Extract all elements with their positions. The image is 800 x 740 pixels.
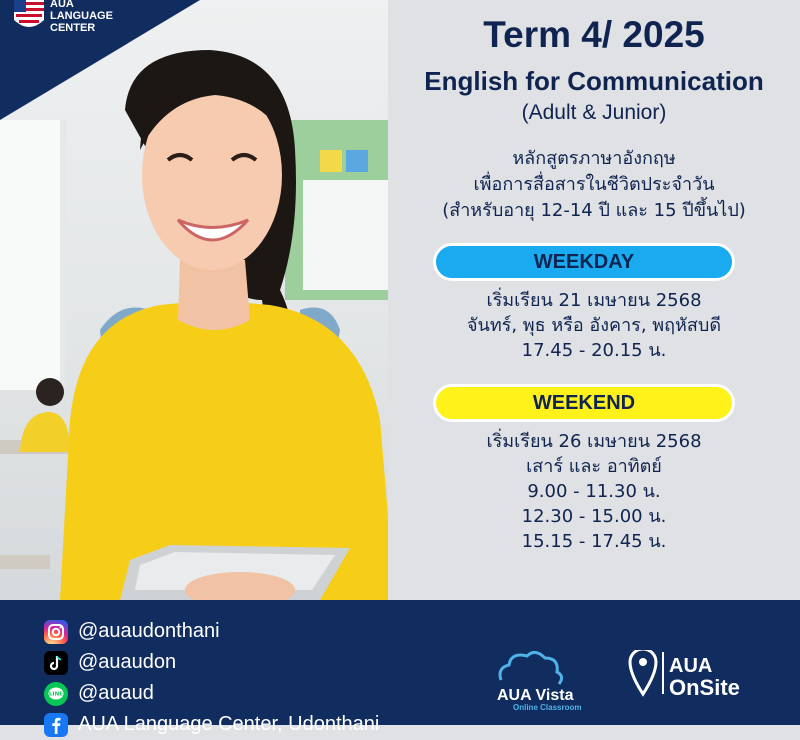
social-link-instagram[interactable] — [44, 616, 379, 647]
cloud-icon — [500, 652, 562, 684]
brand-logos — [495, 650, 775, 715]
social-link-tiktok[interactable] — [44, 647, 379, 678]
tiktok-handle: @auaudon — [78, 651, 177, 673]
tiktok-icon — [44, 651, 68, 675]
social-links — [44, 616, 379, 740]
logo-line-2: LANGUAGE — [50, 10, 113, 22]
thai-intro-line: หลักสูตรภาษาอังกฤษ — [512, 148, 676, 169]
course-name: English for Communication — [424, 66, 764, 96]
svg-text:LINE: LINE — [49, 691, 63, 697]
logo-line-3: CENTER — [50, 22, 96, 34]
thai-intro-line: เพื่อการสื่อสารในชีวิตประจำวัน — [473, 174, 715, 195]
schedule-line: 9.00 - 11.30 น. — [527, 481, 661, 502]
thai-intro — [388, 146, 800, 224]
schedule-line: เสาร์ และ อาทิตย์ — [526, 456, 662, 477]
aua-onsite-logo — [630, 650, 740, 700]
line-handle: @auaud — [78, 682, 154, 704]
page-title: Term 4/ 2025 — [483, 14, 705, 55]
weekday-badge: WEEKDAY — [433, 243, 735, 281]
flag-shield-icon — [14, 0, 44, 32]
schedule-line: เริ่มเรียน 26 เมษายน 2568 — [486, 431, 702, 452]
info-panel — [388, 0, 800, 600]
social-link-line[interactable] — [44, 678, 379, 709]
schedule-line: 15.15 - 17.45 น. — [521, 531, 667, 552]
line-icon — [44, 682, 68, 706]
onsite-line-1: AUA — [669, 655, 713, 677]
vista-name: AUA Vista — [497, 687, 574, 704]
weekend-badge: WEEKEND — [433, 384, 735, 422]
schedule-line: จันทร์, พุธ หรือ อังคาร, พฤหัสบดี — [466, 315, 722, 336]
vista-subtitle: Online Classroom — [513, 703, 582, 712]
audience-label: (Adult & Junior) — [521, 101, 667, 124]
instagram-icon — [44, 620, 68, 644]
schedule-line: 12.30 - 15.00 น. — [521, 506, 667, 527]
instagram-handle: @auaudonthani — [78, 620, 220, 642]
facebook-handle: AUA Language Center, Udonthani — [78, 713, 380, 735]
aua-vista-logo — [497, 652, 581, 712]
logo-line-1: AUA — [50, 0, 74, 10]
onsite-line-2: OnSite — [669, 675, 740, 700]
weekend-schedule — [388, 429, 800, 554]
thai-intro-line: (สำหรับอายุ 12-14 ปี และ 15 ปีขึ้นไป) — [442, 200, 746, 221]
aua-logo — [14, 0, 113, 34]
footer — [0, 600, 800, 735]
schedule-line: เริ่มเรียน 21 เมษายน 2568 — [486, 290, 702, 311]
schedule-line: 17.45 - 20.15 น. — [521, 340, 667, 361]
weekday-schedule — [388, 288, 800, 363]
location-pin-icon — [630, 650, 656, 694]
